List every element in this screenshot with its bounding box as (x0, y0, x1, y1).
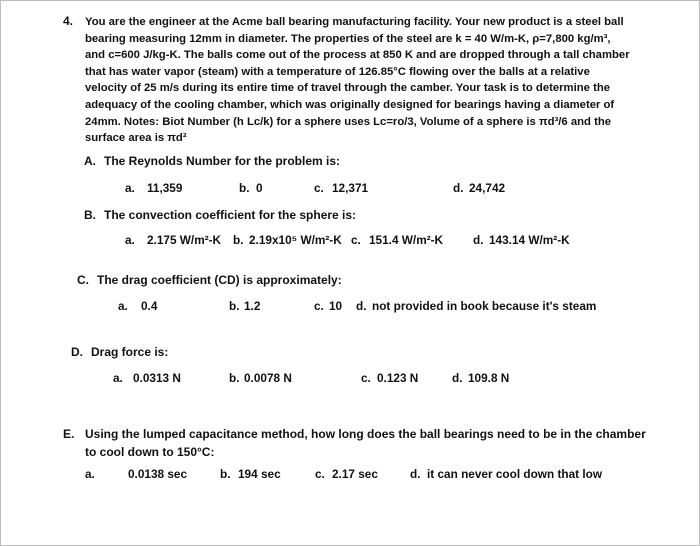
part-d-option-d-letter: d. (452, 371, 463, 385)
part-a-option-b-letter: b. (239, 181, 250, 195)
problem-line: surface area is πd² (85, 132, 187, 145)
part-d-option-d: 109.8 N (468, 371, 510, 385)
part-c-option-c-letter: c. (314, 299, 324, 313)
part-c-option-d-letter: d. (356, 299, 367, 313)
part-e-option-b-letter: b. (220, 467, 231, 481)
part-b-option-c: 151.4 W/m²-K (369, 233, 444, 247)
part-c-label: C. (77, 273, 89, 287)
problem-line: bearing measuring 12mm in diameter. The properties of the steel are k = 40 W/m-K, ρ=7,800 kg/m³, (85, 32, 611, 45)
part-c-option-d: not provided in book because it's steam (372, 299, 597, 313)
problem-line: that has water vapor (steam) with a temperature of 126.85°C flowing over the balls at a relative (85, 65, 590, 78)
part-d-option-b: 0.0078 N (244, 371, 292, 385)
part-c-question: The drag coefficient (CD) is approximately: (97, 273, 342, 287)
part-d-label: D. (71, 345, 83, 359)
part-d-option-a: 0.0313 N (133, 371, 181, 385)
part-c-option-b: 1.2 (244, 299, 261, 313)
part-e-option-d: it can never cool down that low (427, 467, 603, 481)
part-d-option-c: 0.123 N (377, 371, 419, 385)
part-b-label: B. (84, 208, 96, 222)
problem-line: adequacy of the cooling chamber, which was originally designed for bearings having a diameter of (85, 98, 615, 111)
part-b-option-d-letter: d. (473, 233, 484, 247)
part-b-option-a: 2.175 W/m²-K (147, 233, 222, 247)
part-b-option-b-letter: b. (233, 233, 244, 247)
part-e-option-d-letter: d. (410, 467, 421, 481)
part-a-option-c-letter: c. (314, 181, 324, 195)
part-a-label: A. (84, 154, 96, 168)
part-a-question: The Reynolds Number for the problem is: (104, 154, 341, 168)
problem-line: velocity of 25 m/s during its entire time of travel through the camber. Your task is to determine the (85, 82, 611, 95)
part-a-option-a: 11,359 (147, 181, 183, 195)
problem-statement (85, 14, 633, 147)
question-number: 4. (63, 14, 74, 28)
part-e-option-c-letter: c. (315, 467, 325, 481)
part-a-option-a-letter: a. (125, 181, 135, 195)
part-d-option-c-letter: c. (361, 371, 371, 385)
part-c-option-c: 10 (329, 299, 343, 313)
part-e-question-line: to cool down to 150°C: (85, 445, 215, 459)
part-a-option-c: 12,371 (332, 181, 369, 195)
part-d-option-b-letter: b. (229, 371, 240, 385)
part-e-question-line: Using the lumped capacitance method, how long does the ball bearings need to be in the chamber (85, 427, 646, 441)
part-b-option-c-letter: c. (351, 233, 361, 247)
part-d-question: Drag force is: (91, 345, 169, 359)
part-b-option-d: 143.14 W/m²-K (489, 233, 570, 247)
part-b-option-a-letter: a. (125, 233, 135, 247)
part-c-option-b-letter: b. (229, 299, 240, 313)
part-c-option-a-letter: a. (118, 299, 128, 313)
part-e-label: E. (63, 427, 75, 441)
part-c-option-a: 0.4 (141, 299, 158, 313)
problem-line: and c=600 J/kg-K. The balls come out of the process at 850 K and are dropped through a tall chamber (85, 49, 630, 62)
part-b-question: The convection coefficient for the sphere is: (104, 208, 357, 222)
problem-line: You are the engineer at the Acme ball bearing manufacturing facility. Your new product is a steel ball (85, 16, 624, 28)
part-e-option-b: 194 sec (238, 467, 281, 481)
part-a-option-b: 0 (256, 181, 263, 195)
problem-line: 24mm. Notes: Biot Number (h Lc/k) for a sphere uses Lc=ro/3, Volume of a sphere is πd³/6 and the (85, 115, 612, 128)
part-e-option-a: 0.0138 sec (128, 467, 188, 481)
part-d-option-a-letter: a. (113, 371, 123, 385)
part-e-option-a-letter: a. (85, 467, 95, 481)
part-a-option-d: 24,742 (469, 181, 506, 195)
part-a-option-d-letter: d. (453, 181, 464, 195)
part-e-option-c: 2.17 sec (332, 467, 378, 481)
part-b-option-b: 2.19x10⁵ W/m²-K (249, 233, 342, 247)
